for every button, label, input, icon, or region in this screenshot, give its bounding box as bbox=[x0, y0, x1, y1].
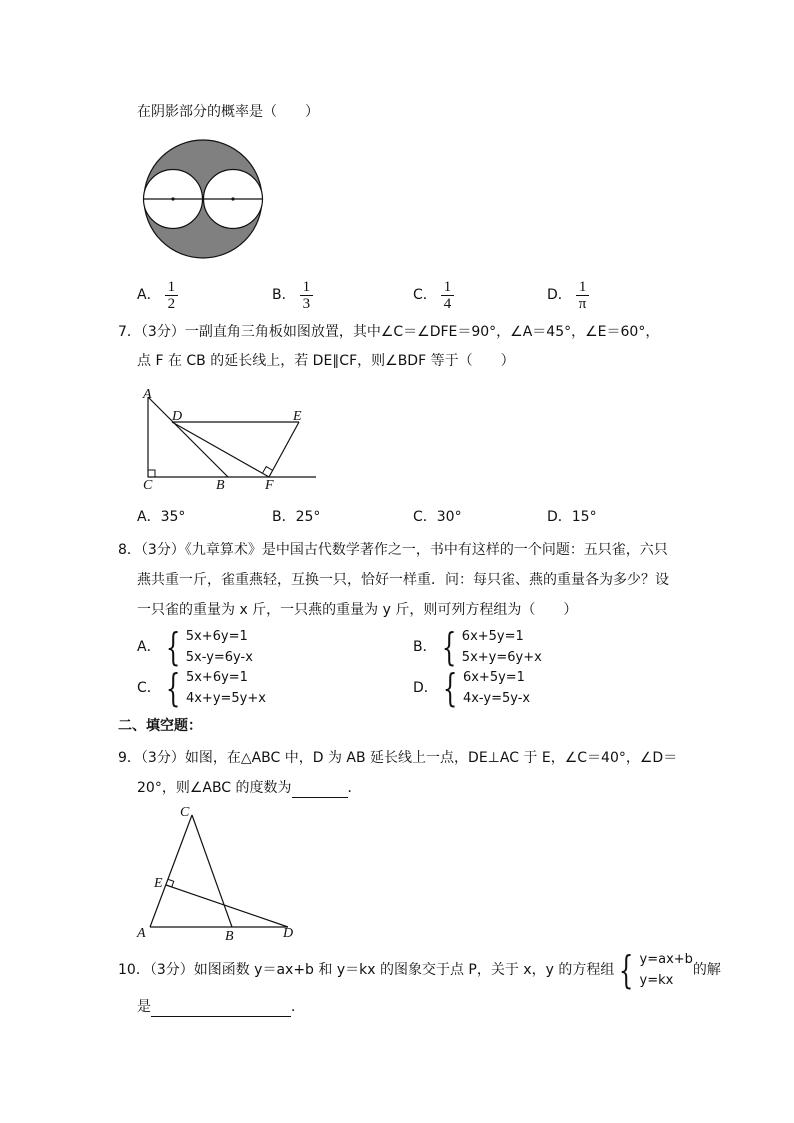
q10-line2: 是 ． bbox=[137, 999, 305, 1015]
equation-system: { 6x+5y=1 4x-y=5y-x bbox=[442, 666, 531, 710]
q6-text: 在阴影部分的概率是（ ） bbox=[137, 104, 319, 120]
line-AB bbox=[148, 397, 228, 477]
section-title: 二、填空题： bbox=[118, 718, 202, 734]
q8-option-a bbox=[137, 625, 253, 669]
q8-line2: 燕共重一斤，雀重燕轻，互换一只，恰好一样重．问：每只雀、燕的重量各为多少？设 bbox=[137, 572, 669, 588]
q9-line2: 20°，则∠ABC 的度数为 ． bbox=[137, 780, 362, 796]
q8-line3: 一只雀的重量为 x 斤，一只燕的重量为 y 斤，则可列方程组为（ ） bbox=[137, 602, 578, 618]
q9-line1: 9．（3分）如图，在△ABC 中，D 为 AB 延长线上一点，DE⊥AC 于 E，∠C＝40°，∠D＝ bbox=[118, 750, 678, 766]
option-letter: D． bbox=[547, 287, 572, 303]
fraction: $\frac{1}{4}$ bbox=[441, 279, 455, 312]
q8-option-d bbox=[413, 666, 530, 710]
label-B: B bbox=[225, 929, 234, 944]
equation-system: { y=ax+b y=kx bbox=[619, 948, 693, 992]
q7-option-a: A．35° bbox=[137, 509, 186, 525]
q6-option-b bbox=[272, 276, 313, 314]
label-E: E bbox=[154, 876, 163, 891]
equation-system: { 6x+5y=1 5x+y=6y+x bbox=[441, 625, 542, 669]
answer-blank[interactable] bbox=[151, 1000, 291, 1017]
q10-line1: 10．（3分）如图函数 y＝ax+b 和 y＝kx 的图象交于点 P，关于 x，y 的方程组 { y=ax+b y=kx 的解 bbox=[118, 948, 721, 992]
q6-figure bbox=[140, 138, 266, 260]
q8-option-c bbox=[137, 666, 266, 710]
option-letter: B． bbox=[272, 287, 296, 303]
fraction: $\frac{1}{\pi}$ bbox=[576, 279, 590, 312]
q8-option-b bbox=[413, 625, 542, 669]
q7-option-b: B．25° bbox=[272, 509, 321, 525]
option-letter: C． bbox=[137, 680, 161, 696]
q7-option-d: D．15° bbox=[547, 509, 597, 525]
q9-figure bbox=[140, 805, 300, 935]
line-CB bbox=[192, 815, 232, 927]
q7-line1: 7．（3分）一副直角三角板如图放置，其中∠C＝∠DFE＝90°，∠A＝45°，∠E＝60°， bbox=[118, 324, 660, 340]
option-letter: A． bbox=[137, 287, 161, 303]
option-letter: D． bbox=[413, 680, 438, 696]
equation-system: { 5x+6y=1 4x+y=5y+x bbox=[165, 666, 266, 710]
center-right bbox=[231, 197, 234, 200]
line-EF bbox=[269, 422, 299, 477]
q7-figure bbox=[138, 385, 328, 497]
label-C: C bbox=[180, 805, 190, 820]
label-A: A bbox=[143, 387, 152, 402]
option-letter: C． bbox=[413, 287, 437, 303]
option-letter: B． bbox=[413, 639, 437, 655]
q8-line1: 8．（3分）《九章算术》是中国古代数学著作之一，书中有这样的一个问题：五只雀，六只 bbox=[118, 542, 668, 558]
q7-option-c: C．30° bbox=[413, 509, 462, 525]
label-E: E bbox=[293, 409, 302, 424]
answer-blank[interactable] bbox=[292, 781, 348, 798]
q6-option-c bbox=[413, 276, 454, 314]
fraction: $\frac{1}{2}$ bbox=[165, 279, 179, 312]
line-ED bbox=[166, 885, 288, 927]
label-A: A bbox=[137, 926, 146, 941]
equation-system: { 5x+6y=1 5x-y=6y-x bbox=[165, 625, 253, 669]
label-F: F bbox=[265, 478, 274, 493]
line-AC bbox=[150, 815, 192, 927]
fraction: $\frac{1}{3}$ bbox=[300, 279, 314, 312]
q6-option-a bbox=[137, 276, 178, 314]
center-left bbox=[171, 197, 174, 200]
q7-line2: 点 F 在 CB 的延长线上，若 DE∥CF，则∠BDF 等于（ ） bbox=[137, 353, 515, 369]
label-D: D bbox=[172, 409, 183, 424]
label-C: C bbox=[143, 478, 153, 493]
q6-option-d bbox=[547, 276, 589, 314]
label-D: D bbox=[283, 926, 294, 941]
option-letter: A． bbox=[137, 639, 161, 655]
label-B: B bbox=[216, 478, 225, 493]
